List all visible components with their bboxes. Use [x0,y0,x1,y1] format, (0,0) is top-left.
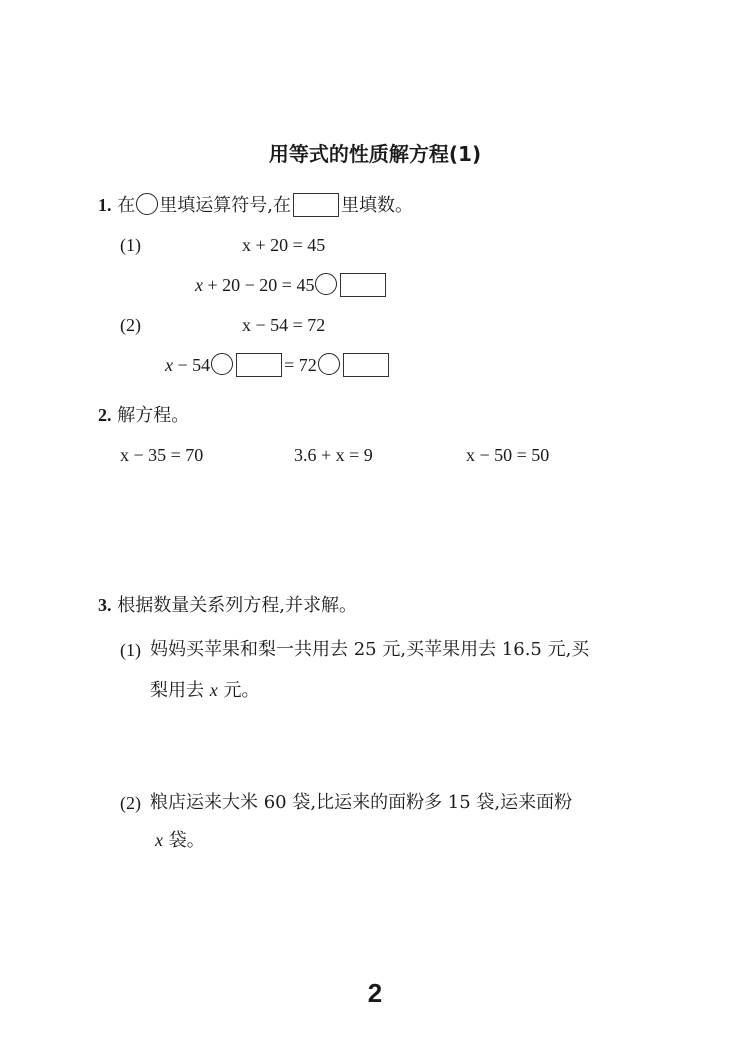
variable: x [209,680,218,700]
operator-blank-circle[interactable] [211,353,233,375]
prompt-text: 在 [117,195,136,216]
question-2-prompt [98,402,189,429]
prompt-text: 里填数。 [340,195,413,216]
problem-text: 粮店运来大米 60 袋,比运来的面粉多 15 袋,运来面粉 [150,792,573,813]
problem-text: 梨用去 [150,680,210,701]
problem-text: 妈妈买苹果和梨一共用去 25 元,买苹果用去 16.5 元,买 [150,639,590,660]
variable: x [165,355,173,375]
operator-blank-circle[interactable] [318,353,340,375]
question-1-prompt [98,192,413,219]
step-text: − 54 [173,355,211,375]
sub-label: (2) [120,315,141,335]
equation-step [195,272,388,298]
equation: 3.6 + x = 9 [294,445,373,465]
question-number: 2. [98,405,112,425]
variable: x [195,275,203,295]
step-text: + 20 − 20 = 45 [203,275,315,295]
problem-text: 元。 [217,680,260,701]
equation: x + 20 = 45 [242,235,326,255]
step-text: = 72 [284,355,317,375]
problem-text [155,827,205,854]
number-blank-box[interactable] [236,353,282,377]
page-number: 2 [367,978,383,1008]
box-symbol [293,193,339,217]
page-title: 用等式的性质解方程(1) [268,142,482,166]
sub-label: (2) [120,793,141,813]
variable: x [155,830,163,850]
equation: x − 54 = 72 [242,315,326,335]
circle-symbol [136,193,158,215]
question-number: 3. [98,595,112,615]
question-3-prompt [98,592,357,619]
number-blank-box[interactable] [340,273,386,297]
equation: x − 50 = 50 [466,445,550,465]
sub-label: (1) [120,640,141,660]
problem-text [150,677,259,704]
number-blank-box[interactable] [343,353,389,377]
prompt-text: 里填运算符号,在 [159,195,291,216]
equation-step [165,352,391,378]
equation: x − 35 = 70 [120,445,204,465]
prompt-text: 解方程。 [117,405,190,426]
sub-label: (1) [120,235,141,255]
question-number: 1. [98,195,112,215]
prompt-text: 根据数量关系列方程,并求解。 [117,595,357,616]
operator-blank-circle[interactable] [315,273,337,295]
problem-text: 袋。 [163,830,205,851]
